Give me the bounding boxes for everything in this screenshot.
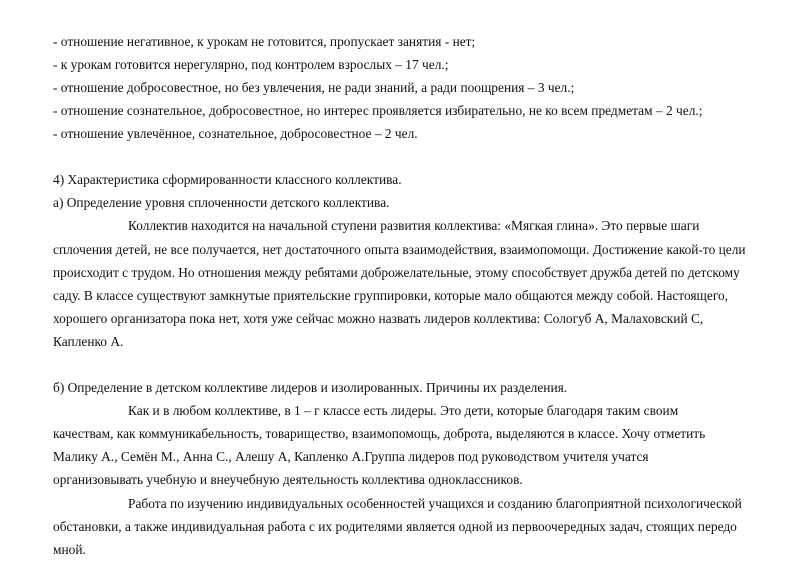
paragraph-a-line-2: сплочения детей, не все получается, нет достаточного опыта взаимодействия, взаимопомощи. Достижение какой-то цели [53, 242, 746, 257]
paragraph-b1-line-1: Как и в любом коллективе, в 1 – г классе есть лидеры. Это дети, которые благодаря таким своим [128, 403, 679, 418]
paragraph-b2-line-1: Работа по изучению индивидуальных особенностей учащихся и созданию благоприятной психологической [128, 496, 742, 511]
subsection-b-heading: б) Определение в детском коллективе лидеров и изолированных. Причины их разделения. [53, 380, 568, 395]
attitude-line-5: - отношение увлечённое, сознательное, добросовестное – 2 чел. [53, 126, 418, 141]
attitude-line-3: - отношение добросовестное, но без увлечения, не ради знаний, а ради поощрения – 3 чел.; [53, 80, 575, 95]
paragraph-b2-line-2: обстановки, а также индивидуальная работа с их родителями является одной из первоочередных задач, стоящих передо [53, 519, 737, 534]
paragraph-a-line-6: Капленко А. [53, 334, 124, 349]
paragraph-b1-line-3: Малику А., Семён М., Анна С., Алешу А, Капленко А.Группа лидеров под руководством учителя учатся [53, 449, 649, 464]
paragraph-a-line-4: саду. В классе существуют замкнутые приятельские группировки, которые мало общаются между собой. Настоящего, [53, 288, 729, 303]
paragraph-a-line-1: Коллектив находится на начальной ступени развития коллектива: «Мягкая глина». Это первые шаги [128, 218, 700, 233]
paragraph-b2-line-3: мной. [53, 542, 86, 557]
paragraph-b1-line-4: организовывать учебную и внеучебную деятельность коллектива одноклассников. [53, 472, 523, 487]
attitude-line-4: - отношение сознательное, добросовестное, но интерес проявляется избирательно, не ко всем предметам – 2 чел.; [53, 103, 703, 118]
paragraph-b1-line-2: качествам, как коммуникабельность, товарищество, взаимопомощь, доброта, выделяются в классе. Хочу отметить [53, 426, 706, 441]
section-4-heading: 4) Характеристика сформированности классного коллектива. [53, 172, 402, 187]
paragraph-a-line-3: происходит с трудом. Но отношения между ребятами доброжелательные, этому способствует дружба детей по детскому [53, 265, 740, 280]
subsection-a-heading: а) Определение уровня сплоченности детского коллектива. [53, 195, 390, 210]
paragraph-a-line-5: хорошего организатора пока нет, хотя уже сейчас можно назвать лидеров коллектива: Сологуб А, Малаховский С, [53, 311, 704, 326]
attitude-line-2: - к урокам готовится нерегулярно, под контролем взрослых – 17 чел.; [53, 57, 449, 72]
attitude-line-1: - отношение негативное, к урокам не готовится, пропускает занятия - нет; [53, 34, 476, 49]
